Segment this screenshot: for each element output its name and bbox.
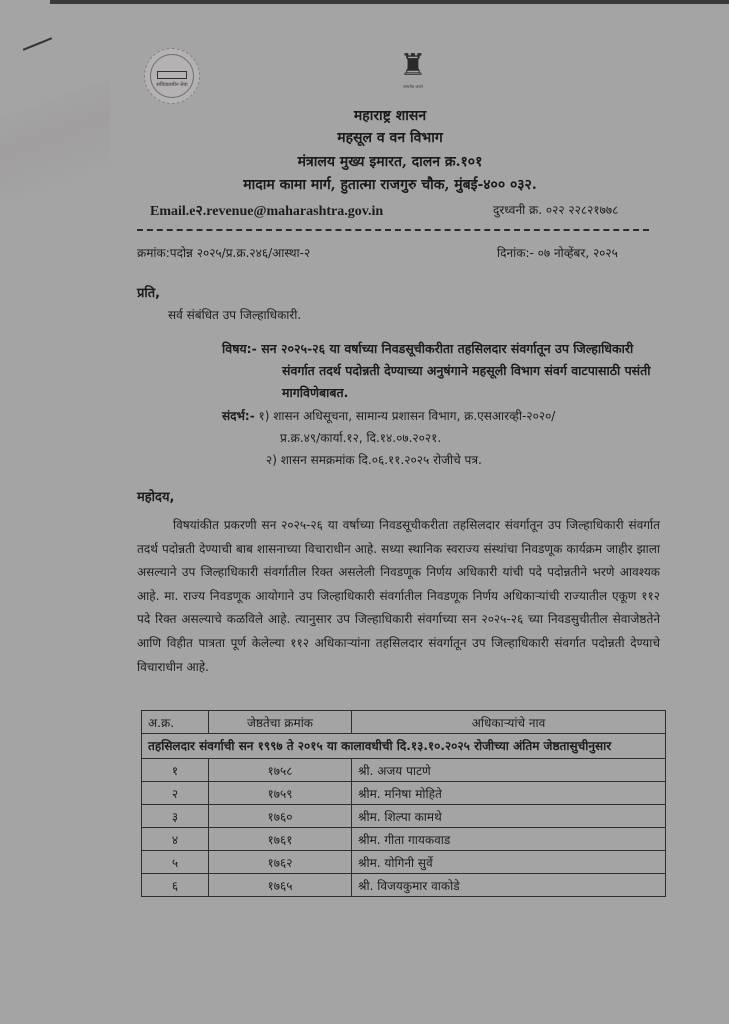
logo-text: सचिवालयीन सेवा — [156, 82, 188, 88]
department-name: महसूल व वन विभाग — [337, 130, 443, 146]
page-top-edge — [50, 0, 729, 4]
logo-building-glyph — [157, 71, 187, 79]
table-row — [142, 874, 666, 897]
serial-cell: ५ — [142, 851, 209, 874]
letter-date: दिनांक:- ०७ नोव्हेंबर, २०२५ — [497, 246, 618, 260]
reference-item: २) शासन समक्रमांक दि.०६.११.२०२५ रोजीचे पत्र. — [266, 453, 482, 467]
serial-cell: ६ — [142, 874, 209, 897]
table-row — [142, 805, 666, 828]
government-name: महाराष्ट्र शासन — [353, 108, 427, 124]
seniority-cell: १७५८ — [209, 759, 352, 782]
salutation: महोदय, — [137, 490, 175, 505]
group-caption: तहसिलदार संवर्गाची सन १९९७ ते २०१५ या कालावधीची दि.१३.१०.२०२५ रोजीच्या अंतिम जेष्ठतासुचीनुसार — [142, 734, 666, 759]
seniority-cell: १७५९ — [209, 782, 352, 805]
secretariat-service-logo-icon — [144, 48, 200, 104]
phone-number: दुरध्वनी क्र. ०२२ २२८२१७७८ — [493, 203, 619, 217]
national-emblem-icon — [396, 48, 430, 96]
references-block — [222, 405, 662, 471]
subject-block — [222, 338, 662, 404]
body-paragraph: विषयांकीत प्रकरणी सन २०२५-२६ या वर्षाच्या निवडसूचीकरीता तहसिलदार संवर्गातून उप जिल्हाधिकारी संवर्गात तदर्थ पदोन्नती देण्याची बाब शासनाच्या विचाराधीन आहे. सध्या स्थानिक स्वराज्य संस्थांचा निवडणूक कार्यक्रम जाहीर झाला असल्याने उप जिल्हाधिकारी संवर्गातील रिक्त असलेली निवडणूक निर्णय अधिकारी यांची पदे पदोन्नतीने भरणे आवश्यक आहे. मा. राज्य निवडणूक आयोगाने उप जिल्हाधिकारी संवर्गातील निवडणूक निर्णय अधिकाऱ्यांची राज्यातील एकूण ११२ पदे रिक्त असल्याचे कळविले आहे. त्यानुसार उप जिल्हाधिकारी संवर्गाच्या सन २०२५-२६ च्या निवडसुचीतील सेवाजेष्ठतेने आणि विहीत पात्रता पूर्ण केलेल्या ११२ अधिकाऱ्यांना तहसिलदार संवर्गातून उप जिल्हाधिकारी संवर्गात पदोन्नती देण्याचे विचाराधीन आहे. — [137, 518, 660, 674]
serial-cell: ४ — [142, 828, 209, 851]
header-serial: अ.क्र. — [142, 711, 209, 734]
serial-cell: २ — [142, 782, 209, 805]
serial-cell: ३ — [142, 805, 209, 828]
subject-text: सन २०२५-२६ या वर्षाच्या निवडसूचीकरीता तहसिलदार संवर्गातून उप जिल्हाधिकारी संवर्गात तदर्थ पदोन्नती देण्याच्या अनुषंगाने महसूली विभाग संवर्ग वाटपासाठी पसंती मागविणेबाबत. — [261, 341, 651, 400]
header-seniority-number: जेष्ठतेचा क्रमांक — [209, 711, 352, 734]
table-row — [142, 759, 666, 782]
table-row — [142, 828, 666, 851]
name-cell: श्रीम. गीता गायकवाड — [352, 828, 666, 851]
lion-capital-glyph: ♜ — [399, 48, 427, 83]
name-cell: श्रीम. योगिनी सुर्वे — [352, 851, 666, 874]
reference-item: १) शासन अधिसूचना, सामान्य प्रशासन विभाग, क्र.एसआरव्ही-२०२०/ — [258, 409, 556, 423]
table-row — [142, 782, 666, 805]
header-officer-name: अधिकाऱ्यांचे नाव — [352, 711, 666, 734]
references-label: संदर्भ:- — [222, 409, 255, 423]
subject-label: विषय:- — [222, 341, 257, 356]
address-line-2: मादाम कामा मार्ग, हुतात्मा राजगुरु चौक, मुंबई-४०० ०३२. — [243, 177, 537, 193]
name-cell: श्रीम. शिल्पा कामथे — [352, 805, 666, 828]
name-cell: श्री. अजय पाटणे — [352, 759, 666, 782]
header-divider — [137, 229, 649, 231]
serial-cell: १ — [142, 759, 209, 782]
addressee: सर्व संबंधित उप जिल्हाधिकारी. — [168, 308, 302, 322]
name-cell: श्री. विजयकुमार वाकोडे — [352, 874, 666, 897]
seniority-cell: १७६१ — [209, 828, 352, 851]
seniority-cell: १७६० — [209, 805, 352, 828]
email-address: Email.e२.revenue@maharashtra.gov.in — [150, 204, 384, 219]
emblem-motto: सत्यमेव जयते — [403, 84, 423, 89]
table-header-row — [142, 711, 666, 734]
table-group-row — [142, 734, 666, 759]
reference-item: प्र.क्र.४९/कार्या.१२, दि.१४.०७.२०२१. — [280, 431, 442, 445]
seniority-table — [141, 710, 666, 897]
table-row — [142, 851, 666, 874]
paper-fold-shadow — [0, 0, 110, 240]
reference-number: क्रमांक:पदोन्न २०२५/प्र.क्र.२४६/आस्था-२ — [137, 246, 311, 260]
to-label: प्रति, — [137, 286, 161, 301]
seniority-cell: १७६२ — [209, 851, 352, 874]
seniority-cell: १७६५ — [209, 874, 352, 897]
name-cell: श्रीम. मनिषा मोहिते — [352, 782, 666, 805]
address-line-1: मंत्रालय मुख्य इमारत, दालन क्र.१०१ — [297, 154, 483, 170]
